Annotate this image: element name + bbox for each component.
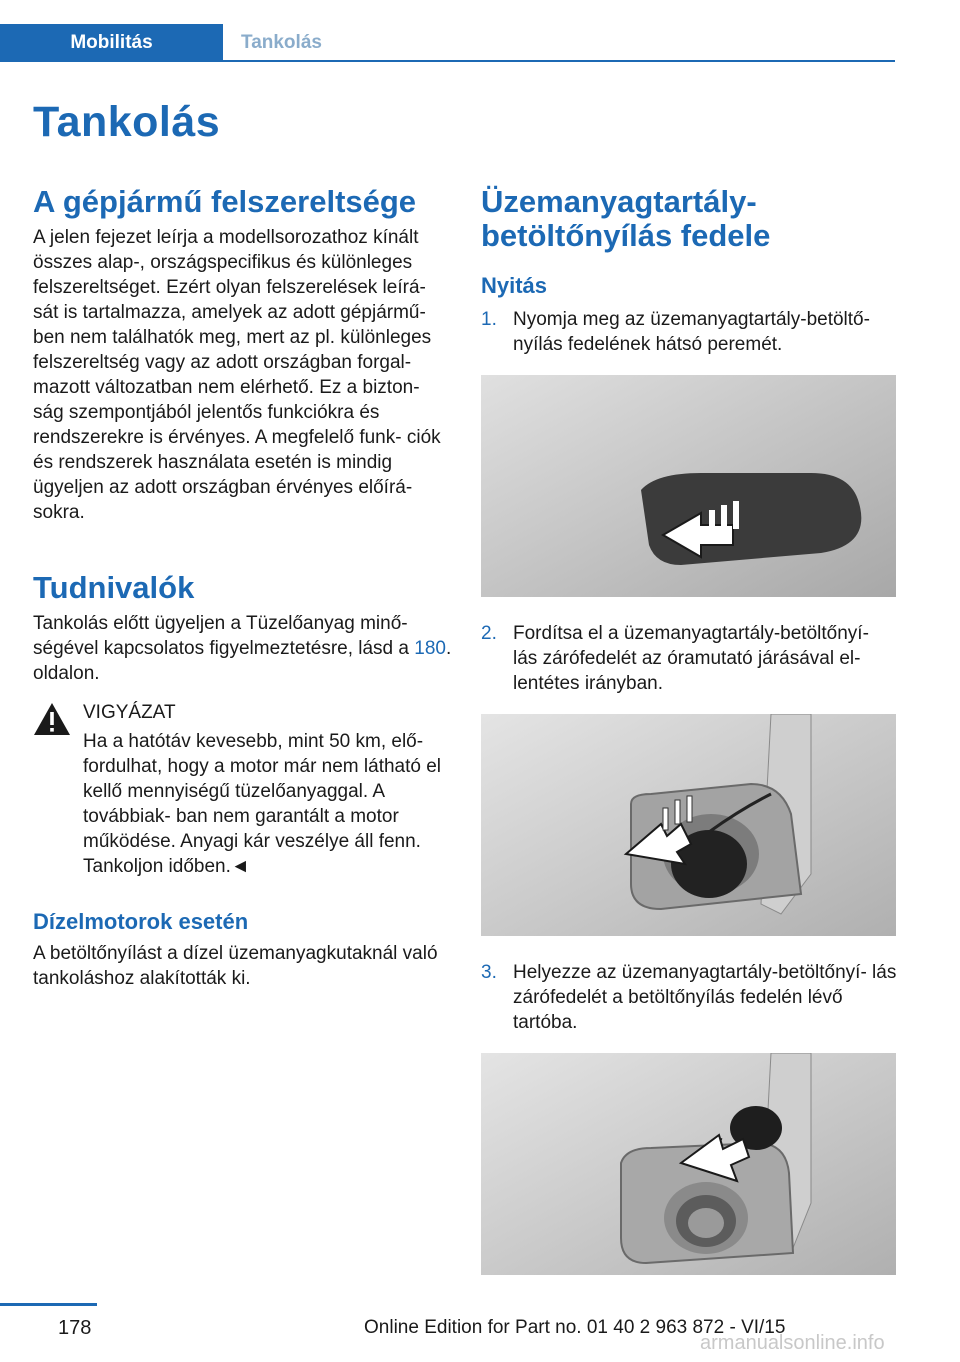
step-number: 2. xyxy=(481,623,497,644)
step-text: Helyezze az üzemanyagtartály-betöltőnyí- lás zárófedelét a betöltőnyílás fedelén lévő tartóba. xyxy=(513,962,897,1033)
page-link-180[interactable]: 180 xyxy=(414,638,446,659)
warning-text: Ha a hatótáv kevesebb, mint 50 km, elő- fordulhat, hogy a motor már nem látható el kellő mennyiségű tüzelőanyaggal. A továbbiak- ban nem garantált a motor működése. Anyagi kár veszélye áll fenn. Tankoljon időben.◄ xyxy=(83,731,442,877)
notes-text-before: Tankolás előtt ügyeljen a Tüzelőanyag minő- ségével kapcsolatos figyelmeztetésre, lásd a xyxy=(33,613,415,659)
warning-title: VIGYÁZAT xyxy=(83,702,176,723)
header-tabs xyxy=(0,24,895,62)
right-column xyxy=(481,185,897,1275)
equipment-text: A jelen fejezet leírja a modellsorozathoz kínált összes alap-, országspecifikus és különleges felszereltséget. Ezért olyan felszerelések leírá- sát is tartalmazza, amelyek az adott gépjármű- ben nem találhatók meg, mert az pl. különleges felszereltség vagy az adott országban forgal- mazott változatban nem elérhető. Ez a bizton- ság szempontjából jelentős funkciókra és rendszerekre is érvényes. A megfelelő funk- ciók és rendszerek használata esetén is mindig ügyeljen az adott országban érvényes előírá- sokra. xyxy=(33,227,441,523)
edition-info: Online Edition for Part no. 01 40 2 963 872 - VI/15 xyxy=(364,1317,786,1338)
tab-underline xyxy=(0,60,895,62)
figure-store-cap xyxy=(481,1053,896,1275)
notes-text xyxy=(33,611,453,686)
step-1 xyxy=(481,307,897,357)
warning-box xyxy=(33,700,453,879)
step-text: Fordítsa el a üzemanyagtartály-betöltőnyí- lás zárófedelét az óramutató járásával el- lentétes irányban. xyxy=(513,623,869,694)
tab-mobilitas[interactable]: Mobilitás xyxy=(0,24,223,62)
footer-rule xyxy=(0,1303,97,1306)
tab-tankolas[interactable]: Tankolás xyxy=(241,32,322,53)
notes-heading: Tudnivalók xyxy=(33,570,195,605)
watermark: armanualsonline.info xyxy=(700,1332,885,1354)
diesel-heading: Dízelmotorok esetén xyxy=(33,909,249,934)
figure-turn-cap xyxy=(481,714,896,936)
page-number: 178 xyxy=(58,1317,92,1339)
step-2 xyxy=(481,621,897,696)
step-number: 1. xyxy=(481,309,497,330)
step-text: Nyomja meg az üzemanyagtartály-betöltő- nyílás fedelének hátsó peremét. xyxy=(513,309,870,355)
equipment-heading: A gépjármű felszereltsége xyxy=(33,184,417,219)
notes-text-after: . oldalon. xyxy=(33,638,452,684)
page-title: Tankolás xyxy=(33,98,221,146)
figure-press-flap xyxy=(481,375,896,597)
opening-heading: Nyitás xyxy=(481,273,548,298)
step-number: 3. xyxy=(481,962,497,983)
left-column xyxy=(33,185,453,991)
step-3 xyxy=(481,960,897,1035)
warning-triangle-icon xyxy=(33,702,71,736)
flap-heading: Üzemanyagtartály-betöltőnyílás fedele xyxy=(481,184,771,253)
diesel-text: A betöltőnyílást a dízel üzemanyagkutaknál való tankoláshoz alakították ki. xyxy=(33,943,438,989)
